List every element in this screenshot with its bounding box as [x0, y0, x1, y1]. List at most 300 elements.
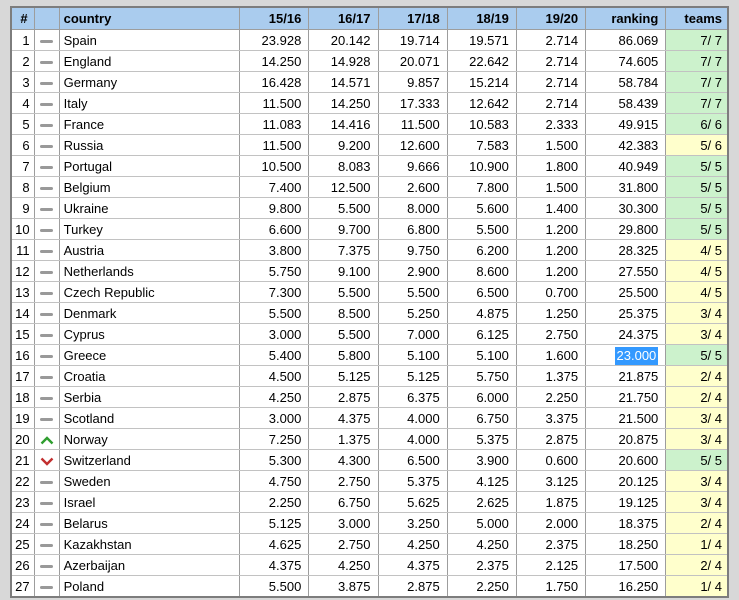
ranking-cell: 16.250 [586, 576, 666, 598]
selected-ranking-text[interactable]: 23.000 [616, 347, 657, 363]
dash-icon [40, 250, 53, 253]
teams-cell: 3/ 4 [666, 324, 728, 345]
teams-cell: 3/ 4 [666, 303, 728, 324]
table-body [11, 30, 728, 598]
season-points-cell: 17.333 [378, 93, 447, 114]
dash-icon [40, 187, 53, 190]
country-cell: Italy [59, 93, 240, 114]
season-points-cell: 1.200 [516, 219, 585, 240]
teams-cell: 3/ 4 [666, 471, 728, 492]
season-points-cell: 1.800 [516, 156, 585, 177]
ranking-cell: 21.875 [586, 366, 666, 387]
table-row [11, 30, 728, 51]
trend-cell [34, 303, 59, 324]
country-cell: Spain [59, 30, 240, 51]
teams-cell: 2/ 4 [666, 387, 728, 408]
season-points-cell: 16.428 [240, 72, 309, 93]
season-points-cell: 3.875 [309, 576, 378, 598]
season-points-cell: 6.750 [447, 408, 516, 429]
teams-cell: 3/ 4 [666, 408, 728, 429]
season-points-cell: 8.000 [378, 198, 447, 219]
season-points-cell: 4.750 [240, 471, 309, 492]
trend-cell [34, 51, 59, 72]
header-season-1718: 17/18 [378, 7, 447, 30]
season-points-cell: 3.125 [516, 471, 585, 492]
teams-cell: 5/ 5 [666, 345, 728, 366]
season-points-cell: 3.000 [309, 513, 378, 534]
rank-cell: 16 [11, 345, 34, 366]
country-cell: Netherlands [59, 261, 240, 282]
season-points-cell: 2.714 [516, 51, 585, 72]
season-points-cell: 4.000 [378, 408, 447, 429]
dash-icon [40, 481, 53, 484]
season-points-cell: 4.375 [240, 555, 309, 576]
dash-icon [40, 124, 53, 127]
season-points-cell: 5.375 [447, 429, 516, 450]
season-points-cell: 4.875 [447, 303, 516, 324]
season-points-cell: 4.500 [240, 366, 309, 387]
rank-cell: 12 [11, 261, 34, 282]
season-points-cell: 8.083 [309, 156, 378, 177]
ranking-cell: 18.375 [586, 513, 666, 534]
season-points-cell: 4.250 [240, 387, 309, 408]
season-points-cell: 7.250 [240, 429, 309, 450]
season-points-cell: 12.500 [309, 177, 378, 198]
rank-cell: 24 [11, 513, 34, 534]
season-points-cell: 2.000 [516, 513, 585, 534]
season-points-cell: 7.000 [378, 324, 447, 345]
dash-icon [40, 103, 53, 106]
season-points-cell: 7.800 [447, 177, 516, 198]
country-cell: Ukraine [59, 198, 240, 219]
season-points-cell: 20.142 [309, 30, 378, 51]
rank-cell: 15 [11, 324, 34, 345]
table-row [11, 93, 728, 114]
teams-cell: 7/ 7 [666, 51, 728, 72]
country-cell: Serbia [59, 387, 240, 408]
header-ranking: ranking [586, 7, 666, 30]
country-cell: Azerbaijan [59, 555, 240, 576]
teams-cell: 1/ 4 [666, 534, 728, 555]
country-ranking-table [10, 6, 729, 598]
season-points-cell: 5.800 [309, 345, 378, 366]
teams-cell: 6/ 6 [666, 114, 728, 135]
ranking-cell: 27.550 [586, 261, 666, 282]
season-points-cell: 12.600 [378, 135, 447, 156]
ranking-cell: 21.750 [586, 387, 666, 408]
season-points-cell: 3.000 [240, 408, 309, 429]
season-points-cell: 0.600 [516, 450, 585, 471]
trend-cell [34, 72, 59, 93]
season-points-cell: 4.250 [309, 555, 378, 576]
ranking-cell: 25.375 [586, 303, 666, 324]
country-cell: Switzerland [59, 450, 240, 471]
dash-icon [40, 166, 53, 169]
rank-cell: 22 [11, 471, 34, 492]
ranking-cell: 58.439 [586, 93, 666, 114]
country-cell: Sweden [59, 471, 240, 492]
header-season-1819: 18/19 [447, 7, 516, 30]
season-points-cell: 2.250 [240, 492, 309, 513]
country-cell: Czech Republic [59, 282, 240, 303]
season-points-cell: 2.333 [516, 114, 585, 135]
table-row [11, 198, 728, 219]
header-rank: # [11, 7, 34, 30]
table-row [11, 471, 728, 492]
dash-icon [40, 271, 53, 274]
season-points-cell: 1.750 [516, 576, 585, 598]
rank-cell: 27 [11, 576, 34, 598]
season-points-cell: 14.250 [240, 51, 309, 72]
trend-cell [34, 156, 59, 177]
country-cell: Austria [59, 240, 240, 261]
season-points-cell: 3.800 [240, 240, 309, 261]
season-points-cell: 2.714 [516, 30, 585, 51]
dash-icon [40, 208, 53, 211]
season-points-cell: 4.375 [378, 555, 447, 576]
dash-icon [40, 586, 53, 589]
table-row [11, 408, 728, 429]
header-season-1617: 16/17 [309, 7, 378, 30]
season-points-cell: 5.125 [309, 366, 378, 387]
table-row [11, 492, 728, 513]
rank-cell: 19 [11, 408, 34, 429]
season-points-cell: 6.600 [240, 219, 309, 240]
teams-cell: 2/ 4 [666, 555, 728, 576]
season-points-cell: 6.750 [309, 492, 378, 513]
trend-cell [34, 387, 59, 408]
season-points-cell: 7.583 [447, 135, 516, 156]
teams-cell: 7/ 7 [666, 30, 728, 51]
season-points-cell: 11.083 [240, 114, 309, 135]
trend-cell [34, 219, 59, 240]
season-points-cell: 2.714 [516, 72, 585, 93]
header-season-1920: 19/20 [516, 7, 585, 30]
season-points-cell: 2.750 [309, 534, 378, 555]
table-row [11, 429, 728, 450]
dash-icon [40, 334, 53, 337]
season-points-cell: 10.583 [447, 114, 516, 135]
trend-cell [34, 30, 59, 51]
ranking-cell: 18.250 [586, 534, 666, 555]
season-points-cell: 7.375 [309, 240, 378, 261]
header-trend [34, 7, 59, 30]
ranking-cell: 20.125 [586, 471, 666, 492]
season-points-cell: 4.250 [378, 534, 447, 555]
country-cell: Scotland [59, 408, 240, 429]
teams-cell: 5/ 5 [666, 156, 728, 177]
ranking-cell: 28.325 [586, 240, 666, 261]
season-points-cell: 2.625 [447, 492, 516, 513]
season-points-cell: 5.500 [378, 282, 447, 303]
dash-icon [40, 229, 53, 232]
teams-cell: 3/ 4 [666, 492, 728, 513]
ranking-cell: 31.800 [586, 177, 666, 198]
season-points-cell: 9.800 [240, 198, 309, 219]
rank-cell: 20 [11, 429, 34, 450]
dash-icon [40, 523, 53, 526]
season-points-cell: 6.125 [447, 324, 516, 345]
season-points-cell: 1.250 [516, 303, 585, 324]
season-points-cell: 8.500 [309, 303, 378, 324]
teams-cell: 5/ 5 [666, 219, 728, 240]
trend-cell [34, 114, 59, 135]
season-points-cell: 5.500 [240, 576, 309, 598]
season-points-cell: 4.375 [309, 408, 378, 429]
country-cell: Norway [59, 429, 240, 450]
season-points-cell: 6.200 [447, 240, 516, 261]
country-cell: Denmark [59, 303, 240, 324]
teams-cell: 4/ 5 [666, 261, 728, 282]
table-row [11, 135, 728, 156]
season-points-cell: 12.642 [447, 93, 516, 114]
ranking-cell: 17.500 [586, 555, 666, 576]
country-cell: Israel [59, 492, 240, 513]
dash-icon [40, 502, 53, 505]
season-points-cell: 5.500 [309, 324, 378, 345]
season-points-cell: 5.750 [447, 366, 516, 387]
season-points-cell: 22.642 [447, 51, 516, 72]
season-points-cell: 10.900 [447, 156, 516, 177]
season-points-cell: 2.900 [378, 261, 447, 282]
dash-icon [40, 565, 53, 568]
season-points-cell: 1.500 [516, 135, 585, 156]
rank-cell: 6 [11, 135, 34, 156]
header-teams: teams [666, 7, 728, 30]
table-row [11, 219, 728, 240]
table-row [11, 114, 728, 135]
rank-cell: 26 [11, 555, 34, 576]
arrow-up-icon [40, 436, 54, 445]
season-points-cell: 14.571 [309, 72, 378, 93]
teams-cell: 1/ 4 [666, 576, 728, 598]
ranking-cell: 24.375 [586, 324, 666, 345]
dash-icon [40, 82, 53, 85]
season-points-cell: 2.125 [516, 555, 585, 576]
country-cell: Belarus [59, 513, 240, 534]
season-points-cell: 8.600 [447, 261, 516, 282]
teams-cell: 4/ 5 [666, 282, 728, 303]
season-points-cell: 9.750 [378, 240, 447, 261]
ranking-cell: 58.784 [586, 72, 666, 93]
season-points-cell: 7.300 [240, 282, 309, 303]
table-row [11, 303, 728, 324]
dash-icon [40, 313, 53, 316]
season-points-cell: 3.250 [378, 513, 447, 534]
ranking-cell: 20.600 [586, 450, 666, 471]
trend-cell [34, 198, 59, 219]
trend-cell [34, 261, 59, 282]
table-row [11, 72, 728, 93]
ranking-cell [586, 345, 666, 366]
rank-cell: 18 [11, 387, 34, 408]
season-points-cell: 20.071 [378, 51, 447, 72]
rank-cell: 3 [11, 72, 34, 93]
rank-cell: 10 [11, 219, 34, 240]
rank-cell: 1 [11, 30, 34, 51]
season-points-cell: 5.375 [378, 471, 447, 492]
season-points-cell: 11.500 [240, 93, 309, 114]
trend-cell [34, 408, 59, 429]
trend-cell [34, 429, 59, 450]
table-row [11, 387, 728, 408]
season-points-cell: 14.928 [309, 51, 378, 72]
season-points-cell: 2.875 [309, 387, 378, 408]
teams-cell: 2/ 4 [666, 513, 728, 534]
table-row [11, 156, 728, 177]
teams-cell: 5/ 6 [666, 135, 728, 156]
season-points-cell: 6.500 [378, 450, 447, 471]
ranking-cell: 49.915 [586, 114, 666, 135]
season-points-cell: 1.400 [516, 198, 585, 219]
rank-cell: 5 [11, 114, 34, 135]
trend-cell [34, 135, 59, 156]
table-row [11, 450, 728, 471]
dash-icon [40, 418, 53, 421]
season-points-cell: 2.750 [516, 324, 585, 345]
season-points-cell: 1.200 [516, 240, 585, 261]
dash-icon [40, 544, 53, 547]
rank-cell: 9 [11, 198, 34, 219]
season-points-cell: 1.200 [516, 261, 585, 282]
season-points-cell: 2.875 [378, 576, 447, 598]
dash-icon [40, 355, 53, 358]
table-row [11, 345, 728, 366]
season-points-cell: 2.750 [309, 471, 378, 492]
season-points-cell: 19.571 [447, 30, 516, 51]
trend-cell [34, 93, 59, 114]
season-points-cell: 7.400 [240, 177, 309, 198]
season-points-cell: 3.900 [447, 450, 516, 471]
header-row [11, 7, 728, 30]
season-points-cell: 5.300 [240, 450, 309, 471]
country-cell: Poland [59, 576, 240, 598]
season-points-cell: 1.375 [309, 429, 378, 450]
season-points-cell: 5.500 [309, 282, 378, 303]
season-points-cell: 6.500 [447, 282, 516, 303]
season-points-cell: 4.300 [309, 450, 378, 471]
table-row [11, 177, 728, 198]
season-points-cell: 9.700 [309, 219, 378, 240]
trend-cell [34, 450, 59, 471]
ranking-cell: 29.800 [586, 219, 666, 240]
ranking-cell: 74.605 [586, 51, 666, 72]
country-cell: Cyprus [59, 324, 240, 345]
rank-cell: 21 [11, 450, 34, 471]
season-points-cell: 9.857 [378, 72, 447, 93]
table-row [11, 282, 728, 303]
country-cell: Turkey [59, 219, 240, 240]
country-cell: Belgium [59, 177, 240, 198]
season-points-cell: 2.714 [516, 93, 585, 114]
season-points-cell: 9.100 [309, 261, 378, 282]
table-row [11, 240, 728, 261]
season-points-cell: 9.666 [378, 156, 447, 177]
dash-icon [40, 397, 53, 400]
country-cell: France [59, 114, 240, 135]
ranking-cell: 42.383 [586, 135, 666, 156]
teams-cell: 2/ 4 [666, 366, 728, 387]
season-points-cell: 1.875 [516, 492, 585, 513]
ranking-cell: 20.875 [586, 429, 666, 450]
arrow-down-icon [40, 457, 54, 466]
season-points-cell: 3.000 [240, 324, 309, 345]
table-row [11, 555, 728, 576]
rank-cell: 8 [11, 177, 34, 198]
season-points-cell: 5.500 [240, 303, 309, 324]
trend-cell [34, 492, 59, 513]
teams-cell: 5/ 5 [666, 450, 728, 471]
trend-cell [34, 324, 59, 345]
season-points-cell: 1.375 [516, 366, 585, 387]
table-row [11, 324, 728, 345]
teams-cell: 3/ 4 [666, 429, 728, 450]
season-points-cell: 11.500 [240, 135, 309, 156]
season-points-cell: 4.250 [447, 534, 516, 555]
teams-cell: 7/ 7 [666, 72, 728, 93]
season-points-cell: 23.928 [240, 30, 309, 51]
rank-cell: 7 [11, 156, 34, 177]
rank-cell: 14 [11, 303, 34, 324]
season-points-cell: 6.000 [447, 387, 516, 408]
rank-cell: 4 [11, 93, 34, 114]
dash-icon [40, 376, 53, 379]
ranking-cell: 21.500 [586, 408, 666, 429]
season-points-cell: 5.625 [378, 492, 447, 513]
table-row [11, 513, 728, 534]
season-points-cell: 10.500 [240, 156, 309, 177]
table-row [11, 366, 728, 387]
season-points-cell: 14.416 [309, 114, 378, 135]
season-points-cell: 19.714 [378, 30, 447, 51]
country-cell: Portugal [59, 156, 240, 177]
season-points-cell: 15.214 [447, 72, 516, 93]
season-points-cell: 2.250 [516, 387, 585, 408]
trend-cell [34, 471, 59, 492]
trend-cell [34, 240, 59, 261]
season-points-cell: 5.100 [378, 345, 447, 366]
dash-icon [40, 40, 53, 43]
table-row [11, 51, 728, 72]
trend-cell [34, 513, 59, 534]
season-points-cell: 3.375 [516, 408, 585, 429]
rank-cell: 11 [11, 240, 34, 261]
country-cell: England [59, 51, 240, 72]
season-points-cell: 4.000 [378, 429, 447, 450]
season-points-cell: 5.125 [378, 366, 447, 387]
dash-icon [40, 292, 53, 295]
season-points-cell: 6.800 [378, 219, 447, 240]
ranking-cell: 86.069 [586, 30, 666, 51]
country-cell: Germany [59, 72, 240, 93]
country-cell: Russia [59, 135, 240, 156]
season-points-cell: 9.200 [309, 135, 378, 156]
trend-cell [34, 177, 59, 198]
season-points-cell: 11.500 [378, 114, 447, 135]
ranking-cell: 40.949 [586, 156, 666, 177]
header-country: country [59, 7, 240, 30]
ranking-cell: 19.125 [586, 492, 666, 513]
rank-cell: 2 [11, 51, 34, 72]
trend-cell [34, 282, 59, 303]
season-points-cell: 5.100 [447, 345, 516, 366]
season-points-cell: 5.250 [378, 303, 447, 324]
season-points-cell: 4.625 [240, 534, 309, 555]
country-cell: Greece [59, 345, 240, 366]
trend-cell [34, 534, 59, 555]
header-season-1516: 15/16 [240, 7, 309, 30]
trend-cell [34, 555, 59, 576]
